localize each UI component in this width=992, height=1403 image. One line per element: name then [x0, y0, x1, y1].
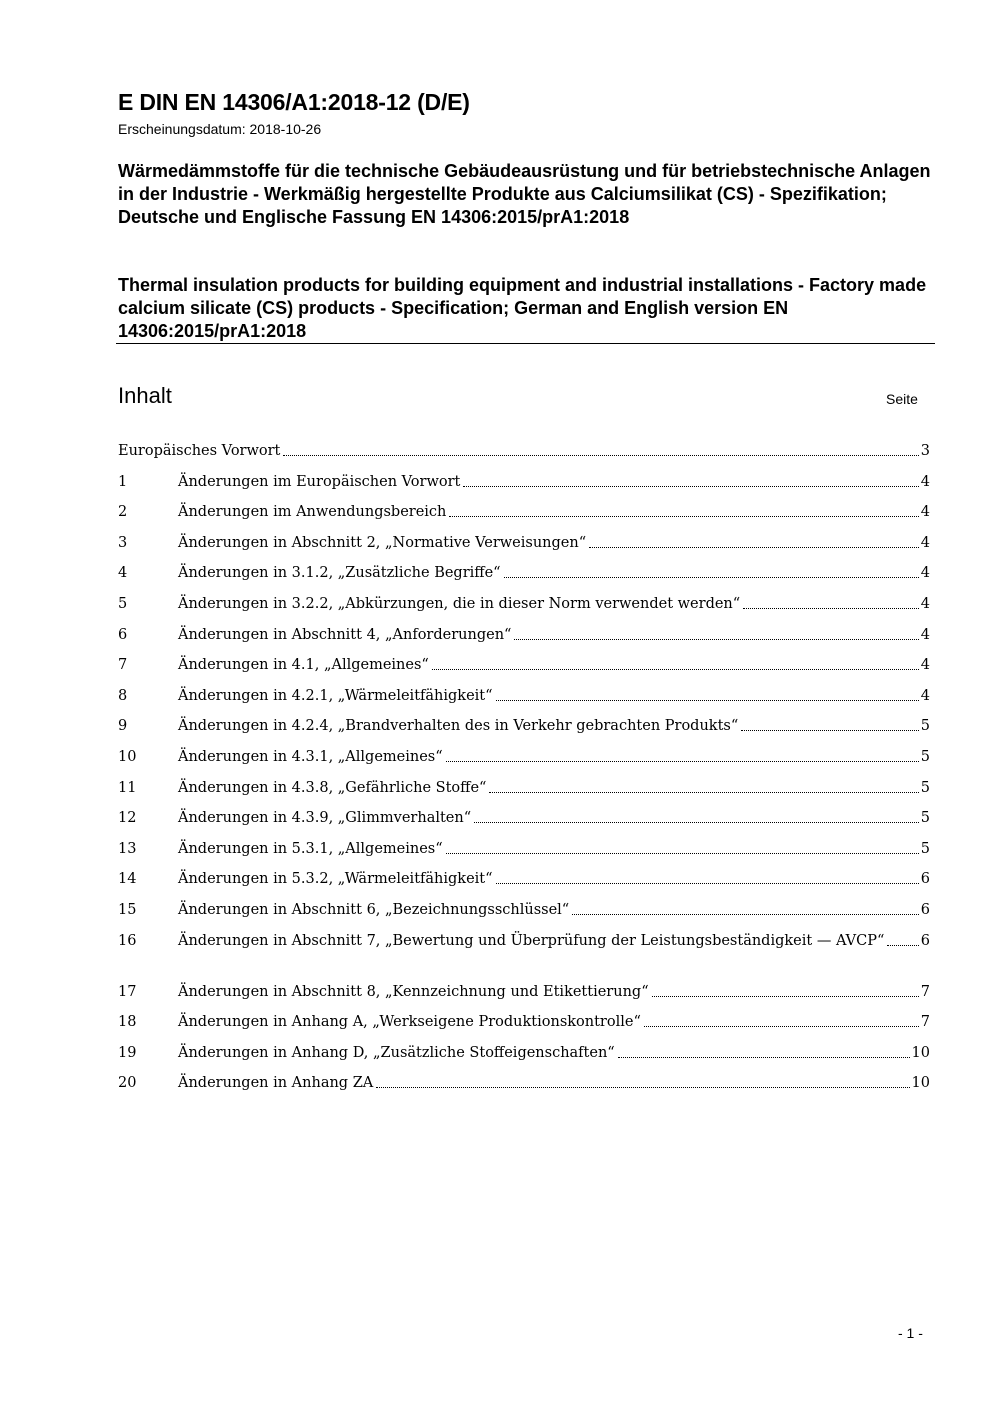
title-german: Wärmedämmstoffe für die technische Gebäudeausrüstung und für betriebstechnische Anlagen in der Industrie - Werkmäßig hergestellte Produkte aus Calciumsilikat (CS) - Spezifikation; Deutsche und Englische Fassung EN 14306:2015/prA1:2018	[118, 161, 931, 227]
toc-leader-dots	[446, 853, 919, 854]
toc-entry-page: 4	[920, 657, 930, 674]
toc-entry-title: Änderungen in Abschnitt 6, „Bezeichnungsschlüssel“	[178, 901, 570, 918]
toc-entry-number: 9	[118, 718, 128, 735]
publication-date: Erscheinungsdatum: 2018-10-26	[118, 121, 322, 137]
toc-entry-body	[178, 982, 930, 1002]
toc-entry-number: 3	[118, 534, 128, 551]
toc-leader-dots	[644, 1026, 919, 1027]
toc-entry-number: 5	[118, 595, 128, 612]
toc-entry-title: Änderungen in 3.2.2, „Abkürzungen, die in dieser Norm verwendet werden“	[178, 595, 741, 612]
toc-entry[interactable]	[118, 778, 930, 809]
toc-entry-page: 3	[920, 443, 930, 459]
table-of-contents	[118, 441, 930, 1104]
toc-entry-number: 4	[118, 565, 128, 582]
toc-leader-dots	[446, 761, 919, 762]
toc-entry-number: 14	[118, 871, 137, 888]
toc-entry-number: 18	[118, 1014, 137, 1031]
toc-entry-body	[118, 441, 930, 461]
toc-leader-dots	[283, 455, 918, 456]
toc-entry-number: 6	[118, 626, 128, 643]
toc-entry-title: Änderungen im Anwendungsbereich	[178, 504, 447, 521]
toc-entry-page: 6	[920, 871, 930, 888]
toc-entry-title: Änderungen in Anhang ZA	[178, 1075, 374, 1092]
toc-entry-body	[178, 1012, 930, 1032]
toc-entry-number: 20	[118, 1075, 137, 1092]
toc-entry[interactable]	[118, 839, 930, 870]
toc-entry-body	[178, 900, 930, 920]
toc-entry-page: 7	[920, 1014, 930, 1031]
toc-entry-title: Änderungen im Europäischen Vorwort	[178, 473, 461, 490]
toc-leader-dots	[496, 883, 919, 884]
toc-entry-number: 8	[118, 687, 128, 704]
toc-entry-number: 10	[118, 748, 137, 765]
toc-entry[interactable]	[118, 441, 930, 472]
toc-entry-number: 1	[118, 473, 128, 490]
toc-leader-dots	[887, 945, 918, 946]
toc-entry-body	[178, 1043, 930, 1063]
toc-entry-title: Änderungen in 4.3.8, „Gefährliche Stoffe“	[178, 779, 487, 796]
toc-entry-title: Änderungen in 5.3.1, „Allgemeines“	[178, 840, 443, 857]
toc-entry-page: 5	[920, 779, 930, 796]
toc-entry-page: 4	[920, 687, 930, 704]
toc-entry-body	[178, 931, 930, 951]
toc-leader-dots	[489, 792, 918, 793]
toc-leader-dots	[376, 1087, 909, 1088]
toc-leader-dots	[652, 996, 919, 997]
toc-entry-body	[178, 747, 930, 767]
toc-entry-body	[178, 716, 930, 736]
document-id: E DIN EN 14306/A1:2018-12 (D/E)	[118, 89, 470, 115]
toc-entry-page: 5	[920, 748, 930, 765]
toc-entry[interactable]	[118, 1073, 930, 1104]
toc-leader-dots	[514, 639, 918, 640]
toc-entry-title: Änderungen in Abschnitt 8, „Kennzeichnung und Etikettierung“	[178, 983, 649, 1000]
toc-entry[interactable]	[118, 808, 930, 839]
toc-entry-title: Änderungen in 4.2.4, „Brandverhalten des in Verkehr gebrachten Produkts“	[178, 718, 739, 735]
toc-entry-title: Änderungen in 4.3.9, „Glimmverhalten“	[178, 810, 472, 827]
toc-entry-body	[178, 502, 930, 522]
toc-entry-page: 7	[920, 983, 930, 1000]
toc-entry-page: 4	[920, 473, 930, 490]
toc-entry-number: 13	[118, 840, 137, 857]
toc-entry-body	[178, 594, 930, 614]
toc-entry-title: Änderungen in Abschnitt 2, „Normative Verweisungen“	[178, 534, 587, 551]
toc-entry-title: Änderungen in Abschnitt 7, „Bewertung und Überprüfung der Leistungsbeständigkeit — AVCP“	[178, 932, 885, 949]
toc-entry-body	[178, 839, 930, 859]
toc-entry-page: 4	[920, 504, 930, 521]
toc-leader-dots	[572, 914, 919, 915]
toc-entry[interactable]	[118, 563, 930, 594]
toc-entry-page: 5	[920, 718, 930, 735]
toc-entry-page: 5	[920, 810, 930, 827]
toc-entry[interactable]	[118, 982, 930, 1013]
toc-entry-body	[178, 686, 930, 706]
toc-entry[interactable]	[118, 716, 930, 747]
toc-entry[interactable]	[118, 1043, 930, 1074]
toc-entry[interactable]	[118, 533, 930, 564]
toc-entry[interactable]	[118, 686, 930, 717]
toc-leader-dots	[449, 516, 918, 517]
toc-entry-number: 19	[118, 1044, 137, 1061]
toc-entry-page: 6	[920, 932, 930, 949]
toc-entry[interactable]	[118, 625, 930, 656]
toc-entry-page: 10	[911, 1075, 930, 1092]
toc-entry-title: Europäisches Vorwort	[118, 443, 281, 459]
toc-entry-number: 11	[118, 779, 137, 796]
toc-entry[interactable]	[118, 472, 930, 503]
toc-entry-page: 5	[920, 840, 930, 857]
toc-entry[interactable]	[118, 869, 930, 900]
toc-entry-body	[178, 808, 930, 828]
toc-entry-body	[178, 1073, 930, 1093]
toc-entry-number: 16	[118, 932, 137, 949]
toc-entry[interactable]	[118, 931, 930, 982]
toc-leader-dots	[741, 730, 918, 731]
toc-entry-page: 4	[920, 565, 930, 582]
toc-entry-number: 17	[118, 983, 137, 1000]
toc-leader-dots	[504, 577, 919, 578]
toc-entry[interactable]	[118, 900, 930, 931]
toc-entry-number: 15	[118, 901, 137, 918]
toc-entry-page: 6	[920, 901, 930, 918]
toc-entry-body	[178, 778, 930, 798]
toc-entry-title: Änderungen in 4.2.1, „Wärmeleitfähigkeit“	[178, 687, 493, 704]
toc-entry[interactable]	[118, 747, 930, 778]
toc-entry[interactable]	[118, 1012, 930, 1043]
title-english: Thermal insulation products for building equipment and industrial installations - Factory made calcium silicate (CS) products - Specification; German and English version EN 14306:2015/prA1:2018	[118, 275, 927, 341]
toc-entry-page: 10	[911, 1044, 930, 1061]
toc-entry[interactable]	[118, 502, 930, 533]
toc-entry-body	[178, 869, 930, 889]
toc-entry[interactable]	[118, 655, 930, 686]
toc-entry-title: Änderungen in Anhang D, „Zusätzliche Stoffeigenschaften“	[178, 1044, 615, 1061]
toc-entry-body	[178, 625, 930, 645]
toc-entry-title: Änderungen in 5.3.2, „Wärmeleitfähigkeit“	[178, 871, 493, 888]
toc-leader-dots	[618, 1057, 910, 1058]
footer-page-number: - 1 -	[898, 1325, 923, 1341]
toc-entry-title: Änderungen in 3.1.2, „Zusätzliche Begriffe“	[178, 565, 501, 582]
toc-page-label: Seite	[886, 391, 918, 407]
toc-heading: Inhalt	[118, 383, 172, 408]
toc-leader-dots	[589, 547, 919, 548]
toc-entry-page: 4	[920, 626, 930, 643]
toc-entry-number: 7	[118, 657, 128, 674]
toc-entry-body	[178, 472, 930, 492]
toc-leader-dots	[474, 822, 919, 823]
toc-entry-title: Änderungen in 4.1, „Allgemeines“	[178, 657, 429, 674]
toc-entry[interactable]	[118, 594, 930, 625]
toc-entry-body	[178, 655, 930, 675]
toc-entry-title: Änderungen in 4.3.1, „Allgemeines“	[178, 748, 443, 765]
toc-entry-title: Änderungen in Abschnitt 4, „Anforderungen“	[178, 626, 512, 643]
toc-entry-number: 2	[118, 504, 128, 521]
toc-entry-number: 12	[118, 810, 137, 827]
toc-entry-body	[178, 563, 930, 583]
toc-leader-dots	[496, 700, 919, 701]
toc-entry-body	[178, 533, 930, 553]
toc-entry-page: 4	[920, 534, 930, 551]
toc-leader-dots	[743, 608, 919, 609]
toc-entry-page: 4	[920, 595, 930, 612]
toc-entry-title: Änderungen in Anhang A, „Werkseigene Produktionskontrolle“	[178, 1014, 641, 1031]
title-divider	[116, 343, 935, 344]
toc-leader-dots	[463, 486, 918, 487]
toc-leader-dots	[432, 669, 919, 670]
